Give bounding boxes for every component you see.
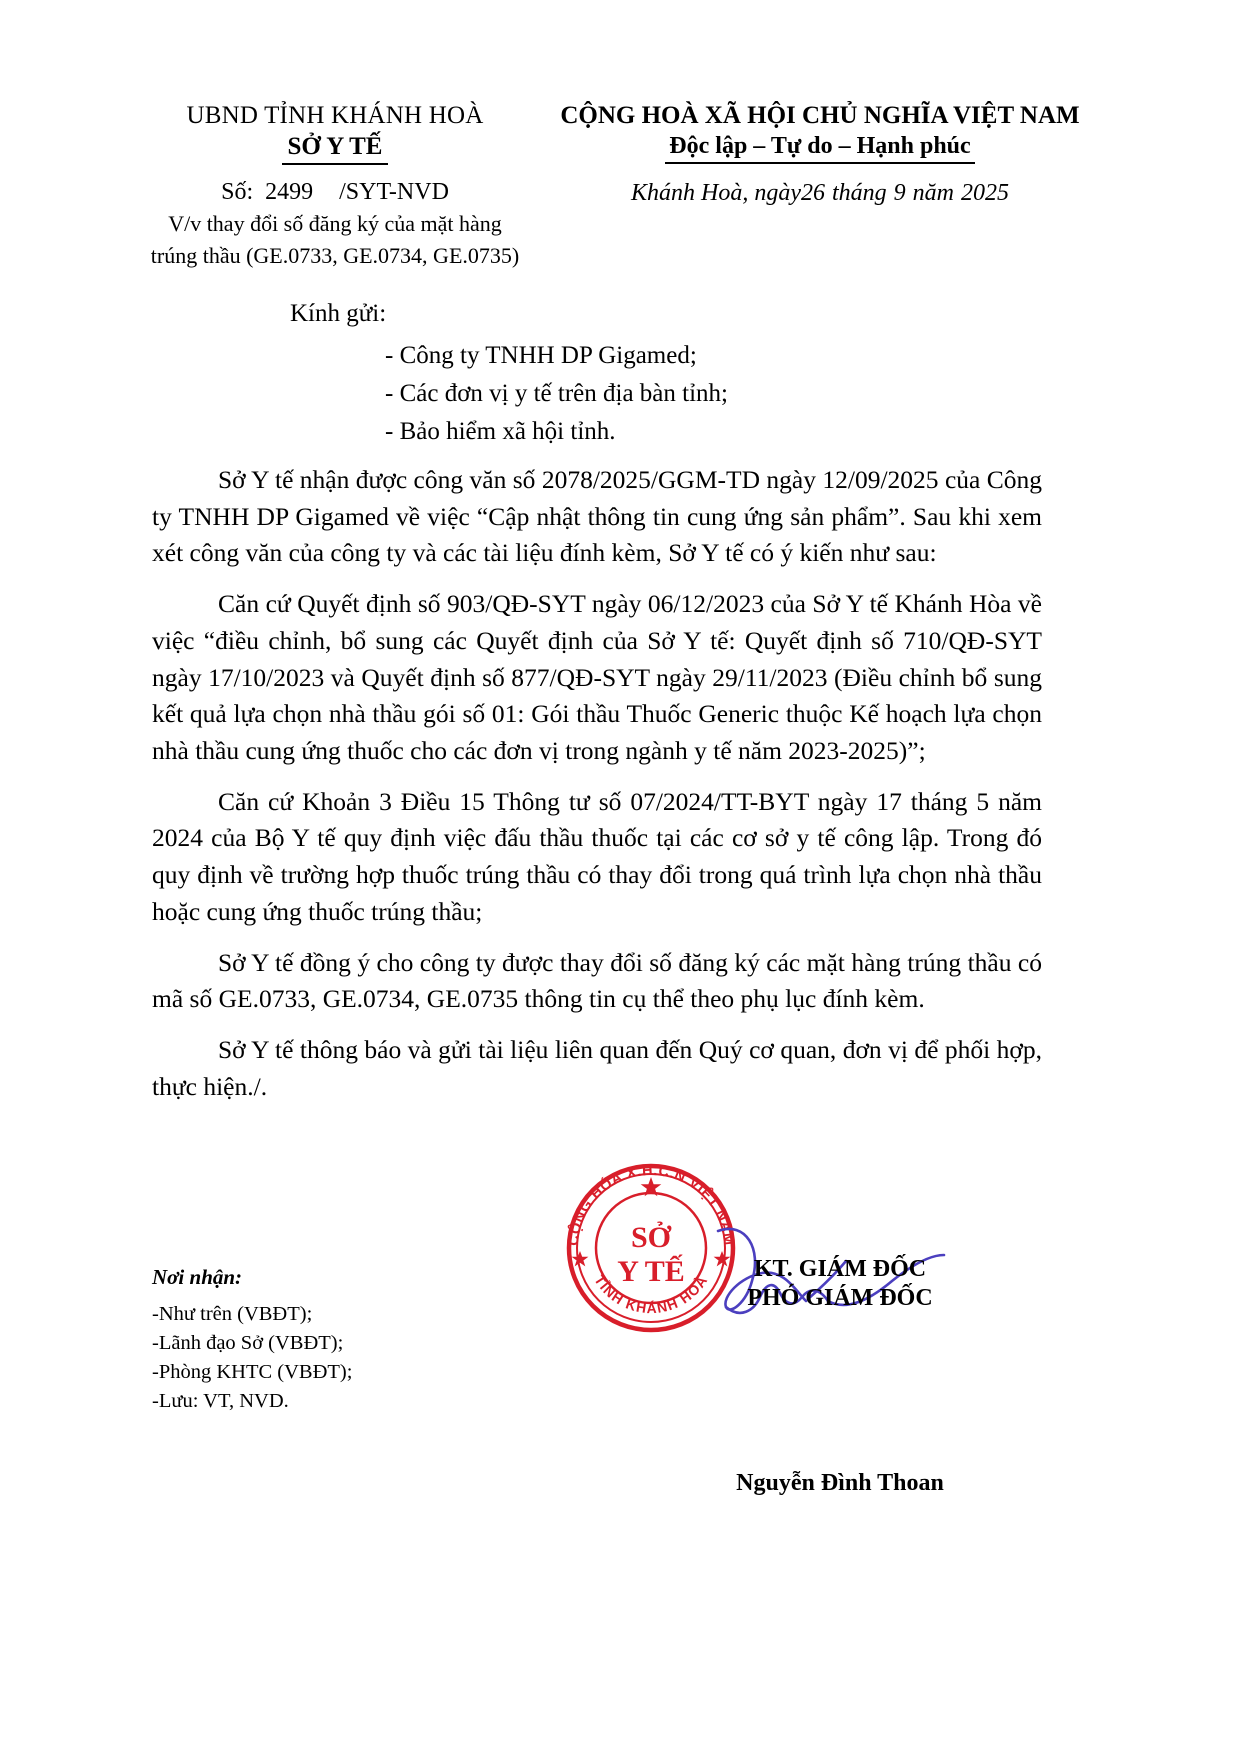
distribution-item: -Như trên (VBĐT); (152, 1302, 313, 1325)
distribution-list-title: Nơi nhận: (152, 1265, 243, 1289)
recipient-item: - Công ty TNHH DP Gigamed; (385, 341, 697, 369)
national-title: CỘNG HOÀ XÃ HỘI CHỦ NGHĨA VIỆT NAM (560, 102, 1080, 129)
place-and-date (550, 180, 1090, 207)
issuing-authority-block (120, 100, 550, 270)
body-paragraph: Sở Y tế đồng ý cho công ty được thay đổi số đăng ký các mặt hàng trúng thầu có mã số GE.0733, GE.0734, GE.0735 thông tin cụ thể theo phụ lục đính kèm. (152, 947, 1042, 1014)
body-paragraph: Căn cứ Khoản 3 Điều 15 Thông tư số 07/2024/TT-BYT ngày 17 tháng 5 năm 2024 của Bộ Y tế quy định việc đấu thầu thuốc tại các cơ sở y tế công lập. Trong đó quy định về trường hợp thuốc trúng thầu có thay đổi trong quá trình lựa chọn nhà thầu hoặc cung ứng thuốc trúng thầu; (152, 786, 1042, 926)
document-number-suffix: /SYT-NVD (339, 179, 449, 206)
seal-bottom-text: TỈNH KHÁNH HOÀ (591, 1272, 711, 1317)
document-body (152, 462, 1042, 1106)
seal-star-left (572, 1251, 589, 1266)
distribution-item: -Phòng KHTC (VBĐT); (152, 1360, 353, 1383)
national-motto: Độc lập – Tự do – Hạnh phúc (665, 133, 974, 164)
month-value: 9 (893, 180, 906, 207)
signature-title-block (640, 1255, 1040, 1314)
seal-center-line-1: SỞ (630, 1221, 672, 1254)
signer-name: Nguyễn Đình Thoan (736, 1470, 944, 1496)
seal-center-line-2: Y TẾ (617, 1255, 685, 1288)
recipient-item: - Các đơn vị y tế trên địa bàn tỉnh; (385, 379, 728, 407)
document-header (120, 100, 1120, 270)
recipient-item: - Bảo hiểm xã hội tỉnh. (385, 417, 616, 445)
document-number-value: 2499 (265, 179, 314, 206)
recipients-list (290, 337, 1070, 451)
place-label: Khánh Hoà, ngày (630, 180, 801, 207)
signature-title-line-2: PHÓ GIÁM ĐỐC (747, 1285, 933, 1312)
distribution-item: -Lưu: VT, NVD. (152, 1389, 289, 1412)
distribution-item: -Lãnh đạo Sở (VBĐT); (152, 1331, 344, 1354)
body-paragraph: Sở Y tế nhận được công văn số 2078/2025/GGM-TD ngày 12/09/2025 của Công ty TNHH DP Gigamed về việc “Cập nhật thông tin cung ứng sản phẩm”. Sau khi xem xét công văn của công ty và các tài liệu đính kèm, Sở Y tế có ý kiến như sau: (152, 465, 1042, 568)
recipients-label: Kính gửi: (290, 300, 387, 327)
subject-line-2: trúng thầu (GE.0733, GE.0734, GE.0735) (150, 243, 520, 269)
department-name-label: SỞ Y TẾ (282, 132, 389, 165)
year-value: 2025 (961, 180, 1009, 207)
province-authority-label: UBND TỈNH KHÁNH HOÀ (186, 102, 484, 129)
recipients-block (290, 295, 1070, 451)
signature-title-line-1: KT. GIÁM ĐỐC (753, 1256, 927, 1282)
month-label: tháng (831, 180, 887, 207)
document-number-label: Số: (221, 179, 254, 206)
document-number-line (120, 179, 550, 206)
seal-outer-text: CỘNG HÓA X.H.C.N VIỆT NAM (565, 1162, 737, 1247)
distribution-list-block (152, 1262, 572, 1416)
body-paragraph: Căn cứ Quyết định số 903/QĐ-SYT ngày 06/12/2023 của Sở Y tế Khánh Hòa về việc “điều chỉnh, bổ sung các Quyết định của Sở Y tế: Quyết định số 710/QĐ-SYT ngày 17/10/2023 và Quyết định số 877/QĐ-SYT ngày 29/11/2023 (Điều chỉnh bổ sung kết quả lựa chọn nhà thầu gói số 01: Gói thầu Thuốc Generic thuộc Kế hoạch lựa chọn nhà thầu cung ứng thuốc cho các đơn vị trong ngành y tế năm 2023-2025)”; (152, 589, 1042, 766)
subject-line-1: V/v thay đổi số đăng ký của mặt hàng (168, 211, 502, 237)
day-value: 26 (800, 180, 825, 207)
body-paragraph: Sở Y tế thông báo và gửi tài liệu liên quan đến Quý cơ quan, đơn vị để phối hợp, thực hiện./. (152, 1035, 1042, 1101)
year-label: năm (912, 180, 954, 207)
national-heading-block (550, 100, 1090, 207)
